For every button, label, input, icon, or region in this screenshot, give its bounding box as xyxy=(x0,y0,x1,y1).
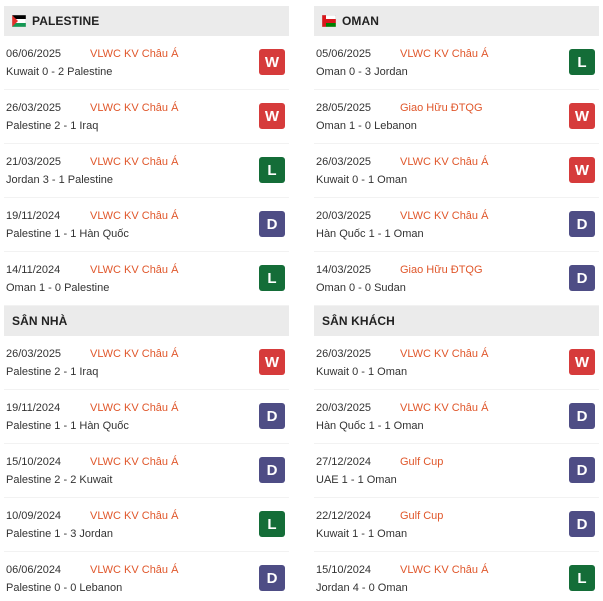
match-competition[interactable]: VLWC KV Châu Á xyxy=(90,210,179,222)
match-date: 28/05/2025 xyxy=(316,102,372,114)
result-badge: D xyxy=(259,403,285,429)
match-competition[interactable]: VLWC KV Châu Á xyxy=(90,48,179,60)
match-row[interactable] xyxy=(4,36,289,90)
match-date: 19/11/2024 xyxy=(6,210,61,222)
result-badge: W xyxy=(569,157,595,183)
result-badge: D xyxy=(569,457,595,483)
match-date: 27/12/2024 xyxy=(316,456,372,468)
team-name: PALESTINE xyxy=(32,14,100,28)
match-date: 06/06/2024 xyxy=(6,564,62,576)
match-row[interactable] xyxy=(4,444,289,498)
result-badge: D xyxy=(569,211,595,237)
result-badge: L xyxy=(569,565,595,591)
match-row[interactable] xyxy=(4,498,289,552)
match-competition[interactable]: VLWC KV Châu Á xyxy=(400,402,489,414)
match-row[interactable] xyxy=(4,552,289,601)
match-score: Palestine 1 - 1 Hàn Quốc xyxy=(6,228,129,240)
match-score: Palestine 2 - 1 Iraq xyxy=(6,120,99,132)
result-badge: L xyxy=(259,265,285,291)
match-competition[interactable]: VLWC KV Châu Á xyxy=(90,264,179,276)
home-matches-list xyxy=(4,336,289,601)
result-badge: W xyxy=(259,49,285,75)
oman-flag-icon xyxy=(322,15,336,27)
match-competition[interactable]: VLWC KV Châu Á xyxy=(90,156,179,168)
match-row[interactable] xyxy=(4,90,289,144)
match-date: 14/11/2024 xyxy=(6,264,61,276)
match-score: Palestine 2 - 1 Iraq xyxy=(6,366,99,378)
match-competition[interactable]: VLWC KV Châu Á xyxy=(90,402,179,414)
away-matches-list xyxy=(314,336,599,601)
match-competition[interactable]: Gulf Cup xyxy=(400,456,444,468)
match-score: Palestine 1 - 1 Hàn Quốc xyxy=(6,420,129,432)
match-date: 22/12/2024 xyxy=(316,510,372,522)
match-row[interactable] xyxy=(314,144,599,198)
result-badge: W xyxy=(569,349,595,375)
match-score: Oman 1 - 0 Palestine xyxy=(6,282,110,294)
match-date: 06/06/2025 xyxy=(6,48,62,60)
match-competition[interactable]: VLWC KV Châu Á xyxy=(400,48,489,60)
match-competition[interactable]: VLWC KV Châu Á xyxy=(90,456,179,468)
match-score: Kuwait 0 - 1 Oman xyxy=(316,366,408,378)
oman-column xyxy=(314,6,599,601)
result-badge: L xyxy=(259,157,285,183)
result-badge: L xyxy=(259,511,285,537)
match-date: 20/03/2025 xyxy=(316,402,372,414)
match-competition[interactable]: VLWC KV Châu Á xyxy=(400,564,489,576)
match-score: Hàn Quốc 1 - 1 Oman xyxy=(316,420,424,432)
match-date: 15/10/2024 xyxy=(6,456,62,468)
match-date: 19/11/2024 xyxy=(6,402,61,414)
match-score: Oman 0 - 0 Sudan xyxy=(316,282,406,294)
match-score: Palestine 0 - 0 Lebanon xyxy=(6,582,123,594)
result-badge: D xyxy=(259,211,285,237)
match-row[interactable] xyxy=(314,498,599,552)
match-score: Hàn Quốc 1 - 1 Oman xyxy=(316,228,424,240)
recent-matches-list xyxy=(314,36,599,306)
match-competition[interactable]: VLWC KV Châu Á xyxy=(90,102,179,114)
result-badge: D xyxy=(569,403,595,429)
palestine-column xyxy=(4,6,289,601)
match-row[interactable] xyxy=(4,144,289,198)
match-score: Jordan 3 - 1 Palestine xyxy=(6,174,114,186)
result-badge: D xyxy=(569,265,595,291)
match-date: 26/03/2025 xyxy=(316,156,372,168)
match-row[interactable] xyxy=(4,390,289,444)
match-score: Oman 0 - 3 Jordan xyxy=(316,66,408,78)
match-score: Kuwait 0 - 1 Oman xyxy=(316,174,408,186)
match-date: 26/03/2025 xyxy=(316,348,372,360)
match-date: 21/03/2025 xyxy=(6,156,62,168)
match-date: 05/06/2025 xyxy=(316,48,372,60)
match-date: 14/03/2025 xyxy=(316,264,372,276)
match-row[interactable] xyxy=(314,198,599,252)
match-score: Oman 1 - 0 Lebanon xyxy=(316,120,417,132)
match-score: Palestine 2 - 2 Kuwait xyxy=(6,474,113,486)
match-date: 10/09/2024 xyxy=(6,510,62,522)
result-badge: D xyxy=(259,457,285,483)
match-row[interactable] xyxy=(314,336,599,390)
match-row[interactable] xyxy=(4,252,289,306)
match-competition[interactable]: VLWC KV Châu Á xyxy=(400,156,489,168)
match-row[interactable] xyxy=(4,198,289,252)
match-row[interactable] xyxy=(314,552,599,601)
match-row[interactable] xyxy=(4,336,289,390)
match-row[interactable] xyxy=(314,36,599,90)
match-competition[interactable]: Giao Hữu ĐTQG xyxy=(400,102,483,114)
match-competition[interactable]: VLWC KV Châu Á xyxy=(90,510,179,522)
match-score: Jordan 4 - 0 Oman xyxy=(316,582,408,594)
match-row[interactable] xyxy=(314,390,599,444)
match-date: 20/03/2025 xyxy=(316,210,372,222)
match-score: UAE 1 - 1 Oman xyxy=(316,474,397,486)
match-competition[interactable]: VLWC KV Châu Á xyxy=(400,348,489,360)
match-score: Palestine 1 - 3 Jordan xyxy=(6,528,114,540)
result-badge: D xyxy=(259,565,285,591)
team-name: OMAN xyxy=(342,14,380,28)
palestine-flag-icon xyxy=(12,15,26,27)
team-header-oman xyxy=(314,6,599,36)
match-score: Kuwait 0 - 2 Palestine xyxy=(6,66,113,78)
match-competition[interactable]: VLWC KV Châu Á xyxy=(90,564,179,576)
result-badge: D xyxy=(569,511,595,537)
match-competition[interactable]: Giao Hữu ĐTQG xyxy=(400,264,483,276)
match-date: 26/03/2025 xyxy=(6,348,62,360)
match-row[interactable] xyxy=(314,252,599,306)
recent-matches-list xyxy=(4,36,289,306)
section-header-home xyxy=(4,306,289,336)
match-competition[interactable]: VLWC KV Châu Á xyxy=(90,348,179,360)
section-title: SÂN NHÀ xyxy=(12,314,68,328)
match-score: Kuwait 1 - 1 Oman xyxy=(316,528,408,540)
result-badge: W xyxy=(259,349,285,375)
team-header-palestine xyxy=(4,6,289,36)
section-title: SÂN KHÁCH xyxy=(322,314,395,328)
match-competition[interactable]: VLWC KV Châu Á xyxy=(400,210,489,222)
match-competition[interactable]: Gulf Cup xyxy=(400,510,444,522)
result-badge: W xyxy=(259,103,285,129)
match-row[interactable] xyxy=(314,444,599,498)
result-badge: W xyxy=(569,103,595,129)
match-date: 26/03/2025 xyxy=(6,102,62,114)
result-badge: L xyxy=(569,49,595,75)
section-header-away xyxy=(314,306,599,336)
match-date: 15/10/2024 xyxy=(316,564,372,576)
match-row[interactable] xyxy=(314,90,599,144)
